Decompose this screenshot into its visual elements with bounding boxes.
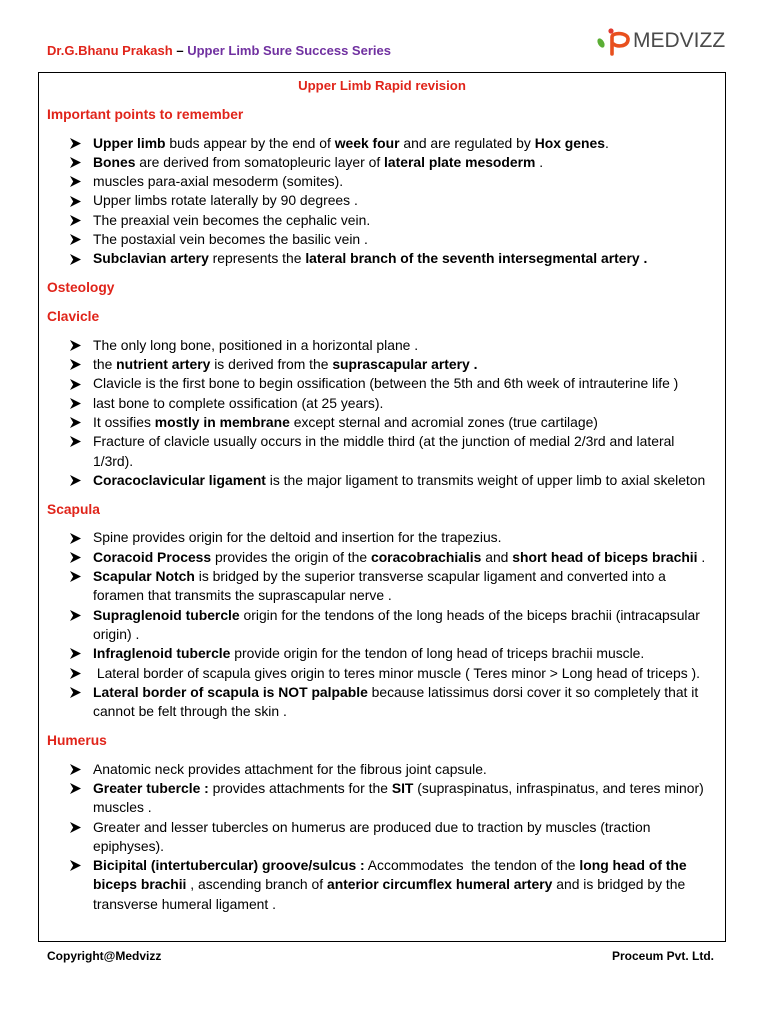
logo-wordmark: MEDVIZZ [633,29,726,52]
text-segment: origin) . [93,625,140,642]
arrow-bullet-icon [70,668,81,679]
list-item [47,856,717,914]
item-line [93,211,717,230]
item-line [93,567,717,586]
bullet-list [47,336,717,490]
text-segment: and [481,548,513,565]
arrow-bullet-icon [70,436,81,447]
text-segment: Spine provides origin for the deltoid and insertion for the trapezius. [93,529,502,546]
arrow-bullet-icon [70,648,81,659]
arrow-bullet-icon [70,783,81,794]
list-item [47,413,717,432]
list-item [47,644,717,663]
arrow-bullet-icon [70,417,81,428]
bold-text: Coracoclavicular ligament [93,471,266,488]
bold-text: long head of the [579,857,687,874]
text-segment: provide origin for the tendon of long head of triceps brachii muscle. [230,645,645,662]
section-heading: Osteology [47,280,115,296]
bold-text: Supraglenoid tubercle [93,606,240,623]
arrow-bullet-icon [70,340,81,351]
item-line [93,230,717,249]
bold-text: anterior circumflex humeral artery [326,876,553,893]
item-line [93,606,717,625]
bold-text: Scapular Notch [93,568,195,585]
bold-text: Coracoid Process [93,548,212,565]
text-segment: origin for the tendons of the long heads of the biceps brachii (intracapsular [239,606,700,623]
page-header [47,42,391,60]
item-line [93,336,717,355]
list-item [47,760,717,779]
list-item [47,172,717,191]
item-line [93,683,717,702]
bold-text: SIT [391,780,414,796]
item-line [93,644,717,663]
text-segment: buds appear by the end of [165,134,335,151]
text-segment: Anatomic neck provides attachment for the fibrous joint capsule. [93,760,487,777]
item-line [93,856,717,875]
text-segment: Greater and lesser tubercles on humerus are produced due to traction by muscles (traction [93,818,651,835]
item-line [93,249,717,268]
item-line [93,837,717,856]
arrow-bullet-icon [70,764,81,775]
text-segment: last bone to complete ossification (at 25 years). [93,394,384,411]
text-segment: is derived from the [210,356,333,373]
bold-text: lateral branch of the seventh intersegmental artery . [305,250,648,267]
text-segment: provides the origin of the [211,548,371,565]
item-line [93,355,717,374]
arrow-bullet-icon [70,215,81,226]
item-line [93,134,717,153]
list-item [47,528,717,547]
bold-text: Infraglenoid tubercle [93,645,231,662]
bold-text: mostly in membrane [154,413,290,430]
bold-text: Hox genes [534,134,605,151]
text-segment: The preaxial vein becomes the cephalic vein. [93,211,371,228]
list-item [47,548,717,567]
copyright-text: Copyright@Medvizz [47,949,162,963]
item-line [93,548,717,567]
arrow-bullet-icon [70,552,81,563]
arrow-bullet-icon [70,571,81,582]
item-line [93,664,717,683]
bullet-list [47,760,717,914]
text-segment: It ossifies [93,413,155,430]
arrow-bullet-icon [70,234,81,245]
arrow-bullet-icon [70,138,81,149]
item-line [93,394,717,413]
medvizz-logo-icon [594,24,634,58]
text-segment: . [604,134,609,151]
list-item [47,606,717,645]
arrow-bullet-icon [70,687,81,698]
section-heading: Scapula [47,501,100,517]
text-segment: , ascending branch of [186,876,327,893]
arrow-bullet-icon [70,379,81,390]
list-item [47,134,717,153]
text-segment: and is bridged by the [552,876,686,893]
bullet-list [47,134,717,269]
item-line [93,172,717,191]
text-segment: and are regulated by [399,134,535,151]
text-segment: is the major ligament to transmits weight of upper limb to axial skeleton [265,471,706,488]
arrow-bullet-icon [70,176,81,187]
text-segment: . [535,153,544,170]
text-segment: (supraspinatus, infraspinatus, and teres minor) [413,780,704,796]
item-line [93,798,717,817]
list-item [47,779,717,818]
text-segment: except sternal and acromial zones (true cartilage) [289,413,598,430]
list-item [47,818,717,857]
text-segment: transverse humeral ligament . [93,895,276,912]
section-heading: Important points to remember [47,106,244,122]
text-segment: 1/3rd). [93,452,134,469]
list-item [47,336,717,355]
item-line [93,528,717,547]
item-line [93,452,717,471]
item-line [93,374,717,393]
bold-text: biceps brachii [93,876,187,893]
bold-text: Bicipital (intertubercular) groove/sulcus : [93,857,365,874]
item-line [93,413,717,432]
bold-text: lateral plate mesoderm [384,153,536,170]
arrow-bullet-icon [70,157,81,168]
text-segment: Accommodates the tendon of the [364,857,580,874]
item-line [93,153,717,172]
text-segment: foramen that transmits the suprascapular nerve . [93,587,392,604]
company-name: Proceum Pvt. Ltd. [611,949,714,963]
list-item [47,374,717,393]
list-item [47,394,717,413]
arrow-bullet-icon [70,254,81,265]
header-separator: – [176,43,184,58]
text-segment: Upper limbs rotate laterally by 90 degrees . [93,192,358,209]
bold-text: nutrient artery [116,356,211,373]
text-segment: The postaxial vein becomes the basilic vein . [93,231,368,248]
arrow-bullet-icon [70,359,81,370]
item-line [93,191,717,210]
document-title: Upper Limb Rapid revision [298,78,466,93]
arrow-bullet-icon [70,860,81,871]
item-line [93,760,717,779]
text-segment: Fracture of clavicle usually occurs in the middle third (at the junction of medial 2/3rd and lateral [93,433,675,450]
list-item [47,683,717,722]
bold-text: Lateral border of scapula is NOT palpable [93,683,368,700]
bold-text: suprascapular artery . [332,356,478,373]
bold-text: short head of biceps brachii [512,548,698,565]
list-item [47,153,717,172]
arrow-bullet-icon [70,196,81,207]
list-item [47,211,717,230]
bullet-list [47,528,717,721]
text-segment: the [93,356,117,373]
text-segment: are derived from somatopleuric layer of [135,153,385,170]
bold-text: Bones [93,153,136,170]
list-item [47,471,717,490]
arrow-bullet-icon [70,398,81,409]
bold-text: week four [334,134,400,151]
item-line [93,471,717,490]
item-line [93,875,717,894]
arrow-bullet-icon [70,475,81,486]
bold-text: coracobrachialis [370,548,482,565]
list-item [47,664,717,683]
text-segment: Clavicle is the first bone to begin ossification (between the 5th and 6th week of intrauterine life ) [93,375,679,392]
text-segment: muscles . [93,799,152,816]
item-line [93,779,717,798]
list-item [47,249,717,268]
text-segment: Lateral border of scapula gives origin to teres minor muscle ( Teres minor > Long head of triceps ). [93,664,700,681]
content-box [38,72,726,942]
item-line [93,895,717,914]
item-line [93,702,717,721]
list-item [47,432,717,471]
author-name: Dr.G.Bhanu Prakash [47,43,173,58]
bold-text: Upper limb [93,134,166,151]
list-item [47,567,717,606]
text-segment: represents the [208,250,306,267]
text-segment: because latissimus dorsi cover it so completely that it [367,683,699,700]
text-segment: is bridged by the superior transverse scapular ligament and converted into a [194,568,666,585]
section-heading: Humerus [47,732,107,748]
text-segment: muscles para-axial mesoderm (somites). [93,173,344,190]
series-title: Upper Limb Sure Success Series [187,43,391,58]
text-segment: provides attachments for the [208,780,392,796]
bold-text: Greater tubercle : [93,780,209,796]
text-segment: epiphyses). [93,837,165,854]
item-line [93,432,717,451]
arrow-bullet-icon [70,822,81,833]
text-segment: The only long bone, positioned in a horizontal plane . [93,336,419,353]
bold-text: Subclavian artery [93,250,209,267]
text-segment: cannot be felt through the skin . [93,703,287,720]
medvizz-logo [594,24,726,58]
list-item [47,230,717,249]
list-item [47,355,717,374]
section-heading: Clavicle [47,308,100,324]
arrow-bullet-icon [70,533,81,544]
item-line [93,625,717,644]
item-line [93,818,717,837]
text-segment: . [697,548,706,565]
item-line [93,586,717,605]
arrow-bullet-icon [70,610,81,621]
list-item [47,191,717,210]
